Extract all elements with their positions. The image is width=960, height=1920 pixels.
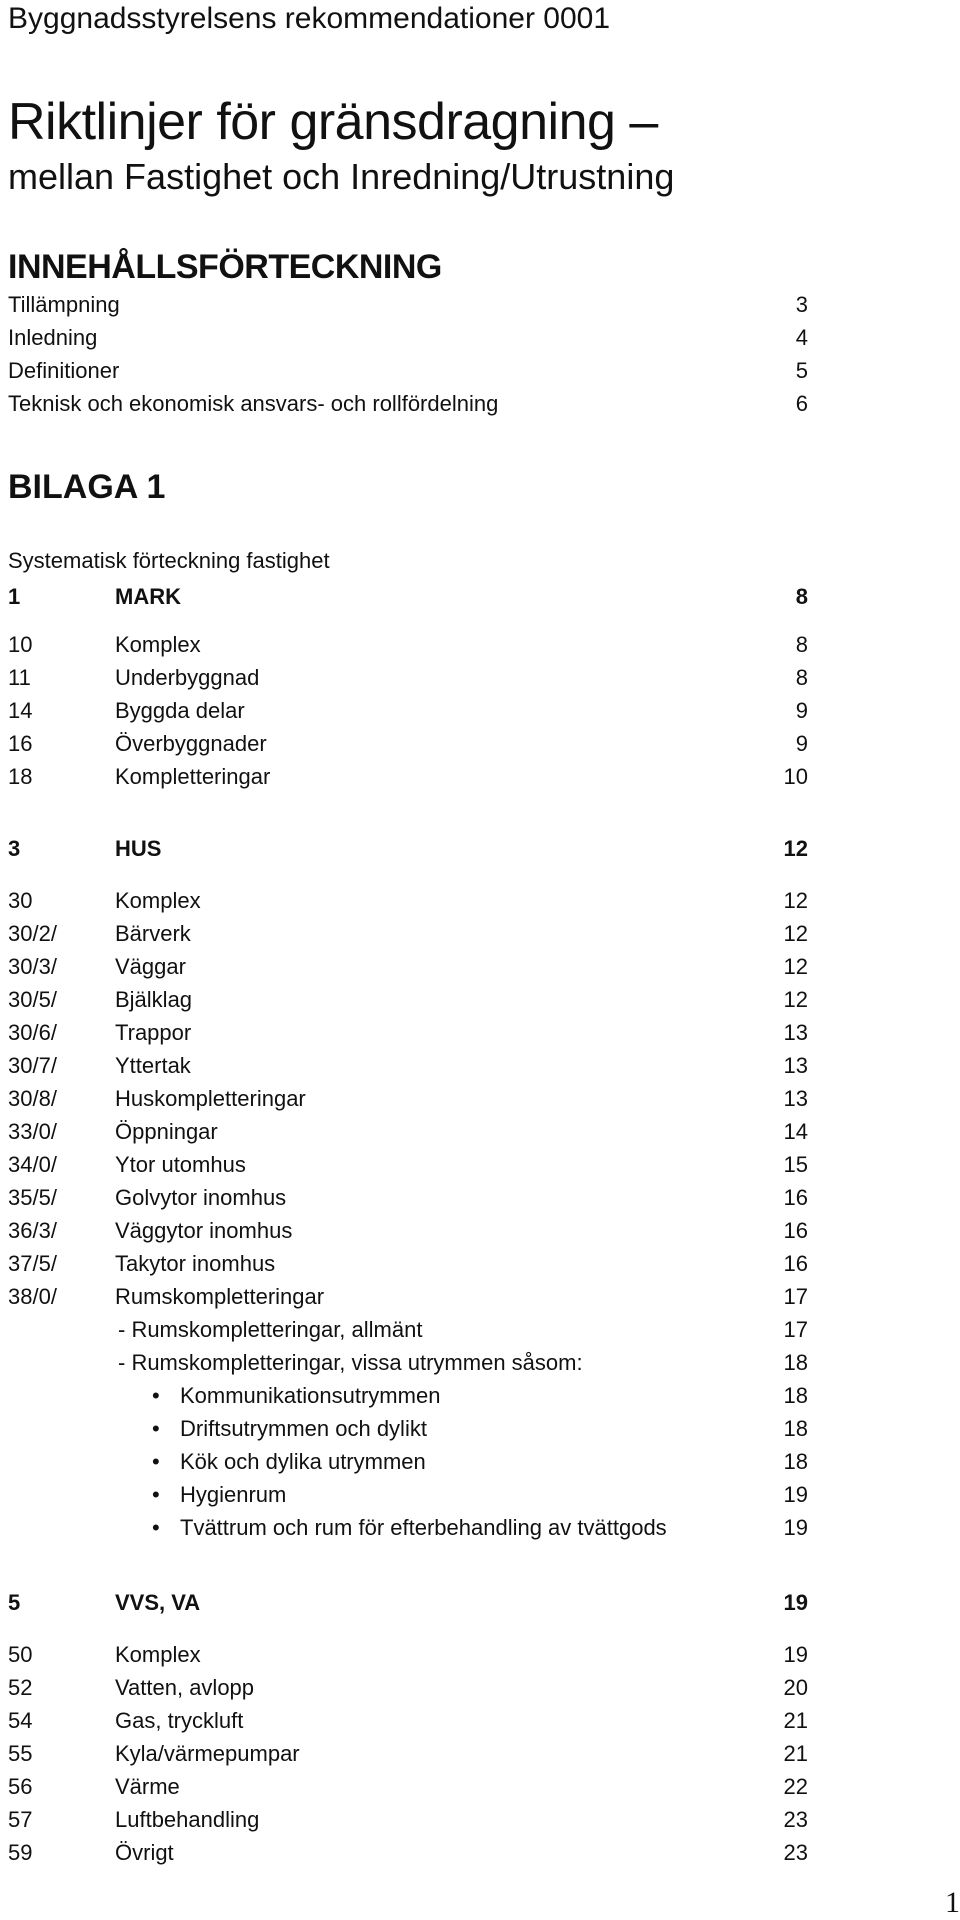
document-header: Byggnadsstyrelsens rekommendationer 0001 <box>8 2 611 35</box>
section-page: 12 <box>783 836 808 861</box>
entry-number: 56 <box>8 1774 33 1799</box>
entry-page: 17 <box>783 1284 808 1309</box>
entry-number: 30/3/ <box>8 954 57 979</box>
bullet-icon: • <box>152 1416 160 1441</box>
toc-entry <box>8 1708 808 1741</box>
toc-entry <box>8 1251 808 1284</box>
entry-number: 30/5/ <box>8 987 57 1012</box>
entry-label: Yttertak <box>115 1053 191 1078</box>
entry-number: 33/0/ <box>8 1119 57 1144</box>
entry-page: 9 <box>795 698 808 723</box>
toc-bullet-entry <box>8 1416 808 1449</box>
section-head <box>8 584 808 632</box>
toc-entry <box>8 292 808 325</box>
toc-entry <box>8 1152 808 1185</box>
toc-subentry <box>8 1350 808 1383</box>
bullet-label: Hygienrum <box>180 1482 287 1507</box>
entry-label: Huskompletteringar <box>115 1086 306 1111</box>
toc-entry <box>8 1807 808 1840</box>
entry-label: Vatten, avlopp <box>115 1675 255 1700</box>
bullet-page: 18 <box>783 1449 808 1474</box>
entry-page: 12 <box>783 954 808 979</box>
bullet-page: 19 <box>783 1515 808 1540</box>
entry-page: 6 <box>795 391 808 416</box>
toc-entry <box>8 888 808 921</box>
entry-number: 30/2/ <box>8 921 57 946</box>
toc-bullet-entry <box>8 1515 808 1548</box>
entry-label: Rumskompletteringar <box>115 1284 325 1309</box>
entry-page: 13 <box>783 1020 808 1045</box>
entry-label: Komplex <box>115 888 201 913</box>
toc-entry <box>8 1284 808 1317</box>
toc-heading: INNEHÅLLSFÖRTECKNING <box>8 248 442 286</box>
entry-page: 23 <box>783 1840 808 1865</box>
entry-label: Bjälklag <box>115 987 193 1012</box>
bullet-icon: • <box>152 1449 160 1474</box>
entry-page: 3 <box>795 292 808 317</box>
entry-number: 16 <box>8 731 33 756</box>
bilaga-heading: BILAGA 1 <box>8 468 166 506</box>
entry-page: 8 <box>795 665 808 690</box>
entry-page: 21 <box>783 1708 808 1733</box>
entry-number: 50 <box>8 1642 33 1667</box>
entry-label: Kyla/värmepumpar <box>115 1741 300 1766</box>
toc-entry <box>8 1086 808 1119</box>
document-subtitle: mellan Fastighet och Inredning/Utrustning <box>8 156 675 197</box>
entry-number: 38/0/ <box>8 1284 57 1309</box>
toc-entry <box>8 665 808 698</box>
entry-page: 12 <box>783 987 808 1012</box>
toc-entry <box>8 632 808 665</box>
entry-label: Komplex <box>115 632 201 657</box>
entry-number: 54 <box>8 1708 33 1733</box>
toc-entry <box>8 921 808 954</box>
entry-number: 30/6/ <box>8 1020 57 1045</box>
entry-page: 22 <box>783 1774 808 1799</box>
entry-label: Golvytor inomhus <box>115 1185 287 1210</box>
entry-page: 5 <box>795 358 808 383</box>
entry-number: 37/5/ <box>8 1251 57 1276</box>
toc-entry <box>8 731 808 764</box>
entry-label: Överbyggnader <box>115 731 267 756</box>
entry-number: 18 <box>8 764 33 789</box>
entry-label: Väggytor inomhus <box>115 1218 293 1243</box>
entry-page: 19 <box>783 1642 808 1667</box>
entry-label: Gas, tryckluft <box>115 1708 244 1733</box>
bullet-label: Kommunikationsutrymmen <box>180 1383 441 1408</box>
toc-entry <box>8 1840 808 1873</box>
toc-subentry <box>8 1317 808 1350</box>
section-mark <box>8 584 808 797</box>
entry-label: Bärverk <box>115 921 191 946</box>
entry-number: 10 <box>8 632 33 657</box>
toc-entry <box>8 1053 808 1086</box>
entry-number: 11 <box>8 665 31 690</box>
toc-entry <box>8 358 808 391</box>
intro-entries <box>8 292 808 424</box>
toc-entry <box>8 1185 808 1218</box>
toc-entry <box>8 764 808 797</box>
toc-entry <box>8 325 808 358</box>
entry-label: Ytor utomhus <box>115 1152 246 1177</box>
entry-page: 9 <box>795 731 808 756</box>
section-number: 1 <box>8 584 21 609</box>
entry-label: Övrigt <box>115 1840 174 1865</box>
toc-entry <box>8 391 808 424</box>
toc-entry <box>8 1774 808 1807</box>
section-label: HUS <box>115 836 162 861</box>
entry-label: Luftbehandling <box>115 1807 260 1832</box>
entry-label: Takytor inomhus <box>115 1251 276 1276</box>
entry-number: 59 <box>8 1840 33 1865</box>
entry-page: 20 <box>783 1675 808 1700</box>
entry-label: Tillämpning <box>8 292 120 317</box>
entry-page: 12 <box>783 888 808 913</box>
entry-label: Definitioner <box>8 358 120 383</box>
bullet-icon: • <box>152 1383 160 1408</box>
entry-number: 30/7/ <box>8 1053 57 1078</box>
entry-page: 13 <box>783 1053 808 1078</box>
section-hus <box>8 836 808 1548</box>
entry-number: 34/0/ <box>8 1152 57 1177</box>
subentry-page: 18 <box>783 1350 808 1375</box>
subentry-label: - Rumskompletteringar, vissa utrymmen såsom: <box>118 1350 583 1375</box>
entry-page: 4 <box>795 325 808 350</box>
entry-number: 52 <box>8 1675 33 1700</box>
entry-page: 12 <box>783 921 808 946</box>
bullet-icon: • <box>152 1482 160 1507</box>
section-number: 3 <box>8 836 21 861</box>
entry-label: Kompletteringar <box>115 764 271 789</box>
toc-entry <box>8 1741 808 1774</box>
bullet-label: Kök och dylika utrymmen <box>180 1449 426 1474</box>
toc-entry <box>8 1119 808 1152</box>
bullet-icon: • <box>152 1515 160 1540</box>
entry-number: 14 <box>8 698 33 723</box>
section-head <box>8 836 808 888</box>
bullet-page: 19 <box>783 1482 808 1507</box>
entry-page: 13 <box>783 1086 808 1111</box>
subentry-label: - Rumskompletteringar, allmänt <box>118 1317 423 1342</box>
bullet-label: Tvättrum och rum för efterbehandling av tvättgods <box>180 1515 667 1540</box>
entry-label: Teknisk och ekonomisk ansvars- och rollfördelning <box>8 391 499 416</box>
toc-bullet-entry <box>8 1449 808 1482</box>
section-number: 5 <box>8 1590 21 1615</box>
toc-bullet-entry <box>8 1482 808 1515</box>
section-label: VVS, VA <box>115 1590 201 1615</box>
section-label: MARK <box>115 584 181 609</box>
toc-entry <box>8 1218 808 1251</box>
section-head <box>8 1590 808 1642</box>
bullet-page: 18 <box>783 1383 808 1408</box>
bullet-label: Driftsutrymmen och dylikt <box>180 1416 427 1441</box>
entry-number: 35/5/ <box>8 1185 57 1210</box>
subentry-page: 17 <box>783 1317 808 1342</box>
entry-label: Inledning <box>8 325 98 350</box>
entry-page: 16 <box>783 1251 808 1276</box>
entry-page: 21 <box>783 1741 808 1766</box>
entry-page: 16 <box>783 1185 808 1210</box>
systematic-heading: Systematisk förteckning fastighet <box>8 548 330 573</box>
entry-page: 8 <box>795 632 808 657</box>
entry-page: 14 <box>783 1119 808 1144</box>
toc-entry <box>8 1675 808 1708</box>
bullet-page: 18 <box>783 1416 808 1441</box>
entry-label: Trappor <box>115 1020 192 1045</box>
entry-number: 57 <box>8 1807 33 1832</box>
entry-label: Byggda delar <box>115 698 245 723</box>
entry-page: 23 <box>783 1807 808 1832</box>
toc-bullet-entry <box>8 1383 808 1416</box>
entry-label: Komplex <box>115 1642 201 1667</box>
entry-label: Väggar <box>115 954 186 979</box>
entry-number: 55 <box>8 1741 33 1766</box>
toc-entry <box>8 1642 808 1675</box>
entry-label: Underbyggnad <box>115 665 260 690</box>
section-vvs <box>8 1590 808 1873</box>
entry-page: 15 <box>783 1152 808 1177</box>
toc-entry <box>8 954 808 987</box>
entry-label: Öppningar <box>115 1119 218 1144</box>
toc-entry <box>8 698 808 731</box>
toc-entry <box>8 987 808 1020</box>
document-title: Riktlinjer för gränsdragning – <box>8 93 658 151</box>
entry-label: Värme <box>115 1774 180 1799</box>
entry-page: 10 <box>783 764 808 789</box>
section-page: 8 <box>795 584 808 609</box>
entry-number: 30 <box>8 888 33 913</box>
entry-number: 30/8/ <box>8 1086 57 1111</box>
entry-number: 36/3/ <box>8 1218 57 1243</box>
entry-page: 16 <box>783 1218 808 1243</box>
page-number: 1 <box>945 1886 960 1919</box>
section-page: 19 <box>783 1590 808 1615</box>
toc-entry <box>8 1020 808 1053</box>
